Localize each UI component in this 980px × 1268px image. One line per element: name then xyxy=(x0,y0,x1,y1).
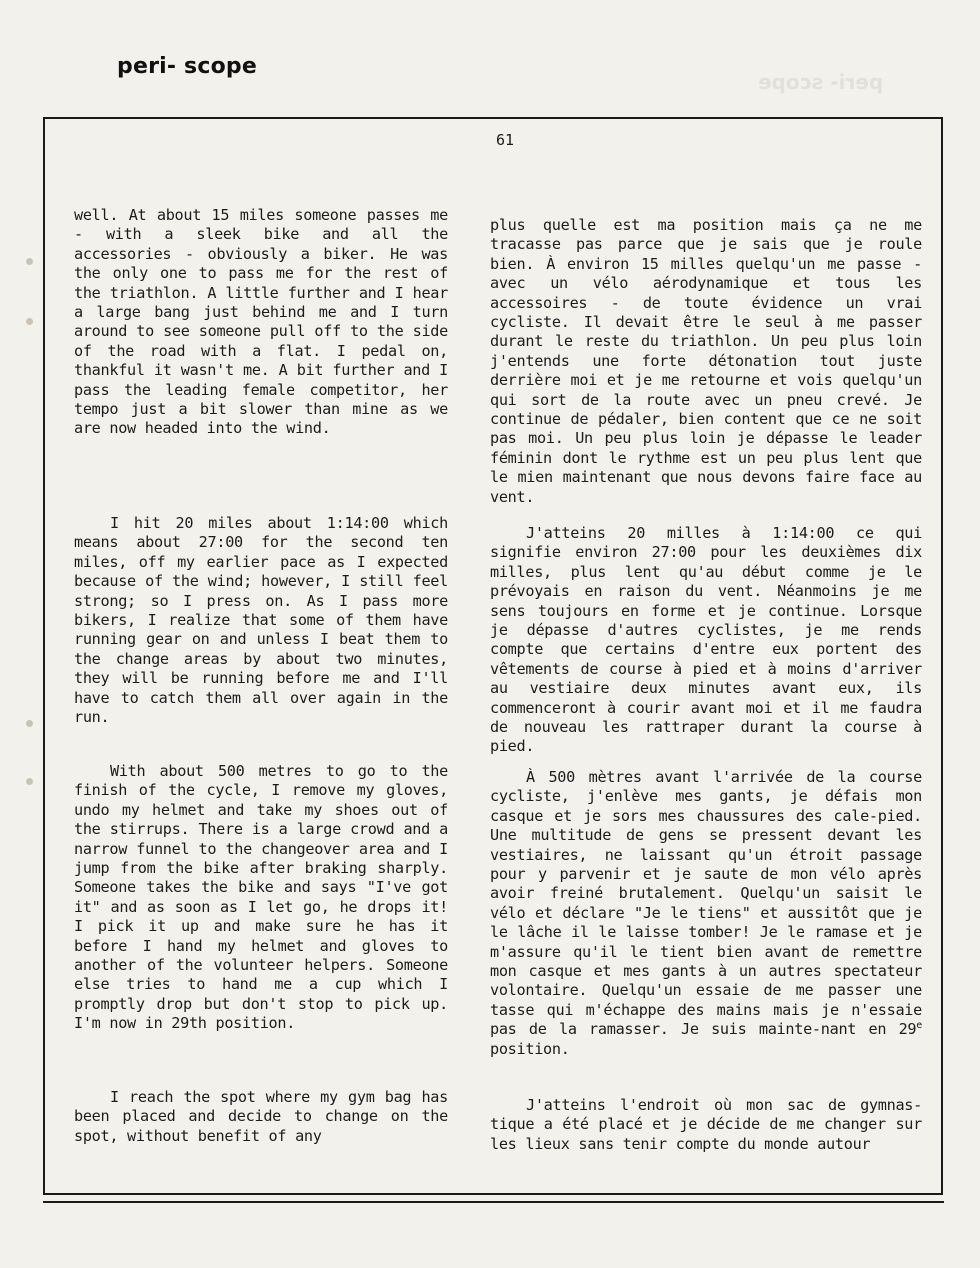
french-paragraph-3-end: position. xyxy=(490,1039,570,1058)
english-paragraph-1: well. At about 15 miles someone passes me - with a sleek bike and all the accessories - obviously a biker. He was the only one to pass me for the rest of the triathlon. A little further and I hear a large bang just behind me and I turn around to see someone pull off to the side of the road with a flat. I pedal on, thankful it wasn't me. A bit further and I pass the leading female competitor, her tempo just a bit slower than mine as we are now headed into the wind. xyxy=(74,206,448,438)
french-paragraph-3 xyxy=(490,768,922,1059)
french-paragraph-2: J'atteins 20 milles à 1:14:00 ce qui signifie environ 27:00 pour les deuxièmes dix milles, plus lent qu'au début comme je le prévoyais en raison du vent. Néanmoins je me sens toujours en forme et je continue. Lorsque je dépasse d'autres cyclistes, je me rends compte que certains d'entre eux portent des vêtements de course à pied et à moins d'arriver au vestiaire deux minutes avant eux, ils commenceront à courir avant moi et il me faudra de nouveau les rattraper durant la course à pied. xyxy=(490,524,922,756)
bleed-through-masthead: peri- scope xyxy=(758,70,884,94)
binder-hole xyxy=(26,318,33,325)
french-paragraph-4: J'atteins l'endroit où mon sac de gymnas-tique a été placé et je décide de me changer sur les lieux sans tenir compte du monde autour xyxy=(490,1096,922,1153)
binder-hole xyxy=(26,778,33,785)
ordinal-superscript: e xyxy=(916,1020,922,1032)
english-paragraph-3: With about 500 metres to go to the finish of the cycle, I remove my gloves, undo my helmet and take my shoes out of the stirrups. There is a large crowd and a narrow funnel to the changeover area and I jump from the bike after braking sharply. Someone takes the bike and says "I've got it" and as soon as I let go, he drops it! I pick it up and make sure he has it before I hand my helmet and gloves to another of the volunteer helpers. Someone else tries to hand me a cup which I promptly drop but don't stop to pick up. I'm now in 29th position. xyxy=(74,762,448,1033)
frame-shadow-rule xyxy=(43,1201,944,1203)
french-paragraph-1: plus quelle est ma position mais ça ne me tracasse pas parce que je sais que je roule bien. À environ 15 milles quelqu'un me passe - avec un vélo aérodynamique et tous les accessoires - de toute évidence un vrai cycliste. Il devait être le seul à me passer durant le reste du triathlon. Un peu plus loin j'entends une forte détonation tout juste derrière moi et je me retourne et vois quelqu'un qui sort de la route avec un pneu crevé. Je continue de pédaler, bien content que ce ne soit pas moi. Un peu plus loin je dépasse le leader féminin dont le rythme est un peu plus lent que le mien maintenant que nous devons faire face au vent. xyxy=(490,216,922,506)
english-paragraph-4: I reach the spot where my gym bag has been placed and decide to change on the spot, without benefit of any xyxy=(74,1088,448,1145)
masthead: peri- scope xyxy=(117,54,257,79)
binder-hole xyxy=(26,258,33,265)
page-number: 61 xyxy=(495,131,515,149)
french-paragraph-3-text: À 500 mètres avant l'arrivée de la course cycliste, j'enlève mes gants, je défais mon casque et je sors mes chaussures des cale-pied. Une multitude de gens se pressent devant les vestiaires, ne laissant qu'un étroit passage pour y parvenir et je saute de mon vélo après avoir freiné brutalement. Quelqu'un saisit le vélo et déclare "Je le tiens" et aussitôt que je le lâche il le laisse tomber! Je le ramase et je m'assure qu'il le tient bien avant de remettre mon casque et mes gants à un autres spectateur volontaire. Quelqu'un essaie de me passer une tasse qui m'échappe des mains mais je n'essaie pas de la ramasser. Je suis mainte-nant en 29 xyxy=(490,768,922,1039)
english-paragraph-2: I hit 20 miles about 1:14:00 which means about 27:00 for the second ten miles, off my earlier pace as I expected because of the wind; however, I still feel strong; so I press on. As I pass more bikers, I realize that some of them have running gear on and unless I beat them to the change areas by about two minutes, they will be running before me and I'll have to catch them all over again in the run. xyxy=(74,514,448,727)
binder-hole xyxy=(26,720,33,727)
